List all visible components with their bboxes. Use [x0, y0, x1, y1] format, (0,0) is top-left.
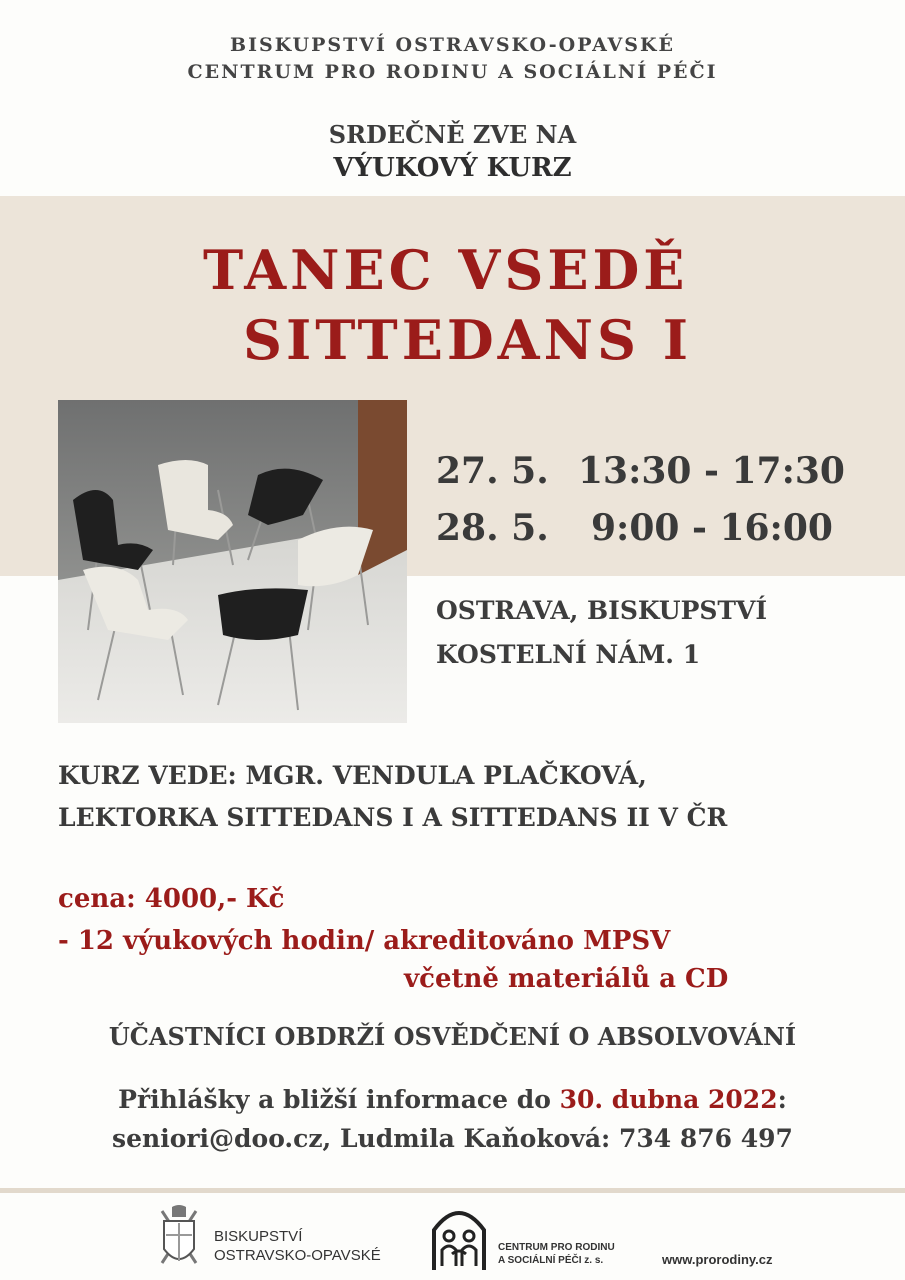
hours-text: - 12 výukových hodin/ akreditováno MPSV: [58, 926, 671, 956]
footer-centre-line-1: CENTRUM PRO RODINU: [498, 1242, 615, 1253]
location-line-1: OSTRAVA, BISKUPSTVÍ: [436, 596, 768, 625]
lecturer-line-2: LEKTORKA SITTEDANS I A SITTEDANS II V ČR: [58, 803, 728, 832]
contact-line-1: [0, 1085, 905, 1114]
lecturer-line-1: KURZ VEDE: MGR. VENDULA PLAČKOVÁ,: [58, 761, 647, 790]
org-line-2: CENTRUM PRO RODINU A SOCIÁLNÍ PÉČI: [187, 61, 718, 83]
price-text: cena: 4000,- Kč: [58, 884, 285, 914]
invite-text: SRDEČNĚ ZVE NA: [328, 120, 577, 149]
footer-diocese-line-2: OSTRAVSKO-OPAVSKÉ: [214, 1247, 381, 1264]
title-line-2: SITTEDANS I: [243, 308, 692, 372]
contact-suffix: :: [777, 1085, 787, 1114]
contact-line-2: seniori@doo.cz, Ludmila Kaňoková: 734 876 497: [112, 1124, 793, 1153]
title-line-1: TANEC VSEDĚ: [203, 238, 689, 302]
deadline-date: 30. dubna 2022: [559, 1085, 778, 1114]
chairs-illustration: [58, 400, 407, 723]
footer-divider: [0, 1188, 905, 1193]
schedule-time: 9:00 - 16:00: [591, 507, 833, 549]
diocese-coat-of-arms-icon: [150, 1203, 208, 1275]
org-line-1: BISKUPSTVÍ OSTRAVSKO-OPAVSKÉ: [230, 34, 675, 56]
footer-diocese-line-1: BISKUPSTVÍ: [214, 1228, 303, 1245]
schedule-date: 27. 5.: [436, 450, 549, 492]
website-link[interactable]: www.prorodiny.cz: [662, 1252, 773, 1267]
footer-centre-line-2: A SOCIÁLNÍ PÉČI z. s.: [498, 1255, 604, 1266]
certificate-text: ÚČASTNÍCI OBDRŽÍ OSVĚDČENÍ O ABSOLVOVÁNÍ: [108, 1022, 797, 1051]
includes-text: včetně materiálů a CD: [404, 964, 729, 994]
course-type: VÝUKOVÝ KURZ: [333, 153, 572, 183]
schedule-time: 13:30 - 17:30: [578, 450, 845, 492]
family-centre-logo-icon: [428, 1200, 490, 1272]
chairs-photo: [58, 400, 407, 723]
location-line-2: KOSTELNÍ NÁM. 1: [436, 640, 701, 669]
schedule-date: 28. 5.: [436, 507, 549, 549]
contact-prefix: Přihlášky a bližší informace do: [118, 1085, 560, 1114]
